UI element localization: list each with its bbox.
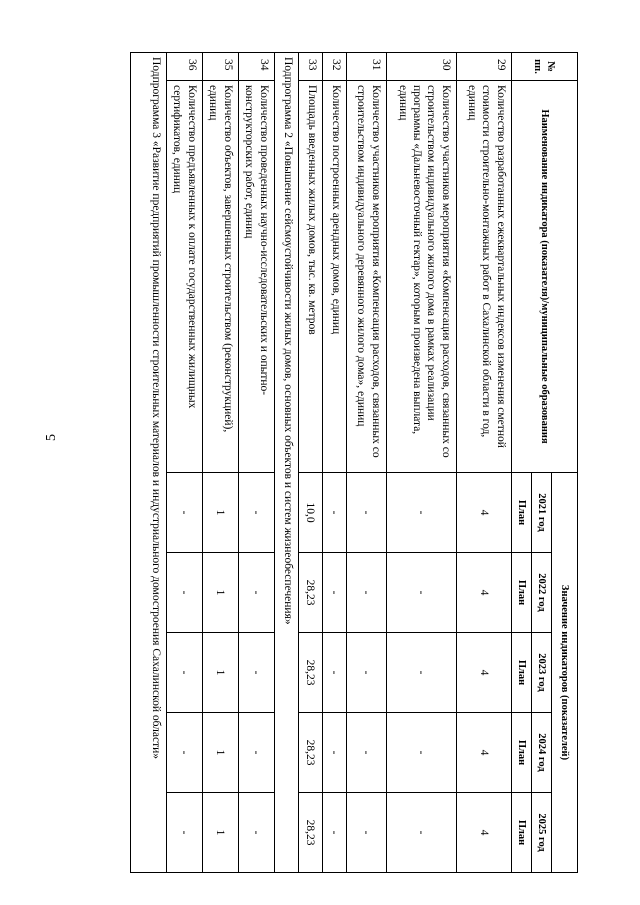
- row-value: -: [322, 473, 346, 553]
- row-number: 34: [238, 53, 274, 81]
- header-plan: План: [511, 633, 531, 713]
- header-name: Наименование индикатора (показателя)/муниципальные образования: [511, 81, 577, 473]
- header-plan: План: [511, 793, 531, 873]
- row-value: -: [386, 713, 456, 793]
- row-value: -: [238, 473, 274, 553]
- row-value: -: [346, 633, 386, 713]
- table-row: [202, 53, 238, 873]
- table-row: [166, 53, 202, 873]
- subprogram-row: [274, 53, 298, 873]
- header-plan: План: [511, 473, 531, 553]
- table-row: [386, 53, 456, 873]
- page-number: 5: [44, 434, 59, 441]
- table-row: [298, 53, 322, 873]
- header-year: 2022 год: [531, 553, 551, 633]
- row-value: 28,23: [298, 553, 322, 633]
- row-name: Количество участников мероприятия «Компенсация расходов, связанных со строительством индивидуального деревянного жилого дома», единиц: [346, 81, 386, 473]
- header-year: 2025 год: [531, 793, 551, 873]
- header-year: 2023 год: [531, 633, 551, 713]
- row-value: -: [238, 793, 274, 873]
- row-name: Количество объектов, завершенных строительством (реконструкцией), единиц: [202, 81, 238, 473]
- row-value: -: [386, 793, 456, 873]
- header-plan: План: [511, 553, 531, 633]
- subprogram-2-title: Подпрограмма 2 «Повышение сейсмоустойчивости жилых домов, основных объектов и систем жизнеобеспечения»: [274, 53, 298, 873]
- row-value: 28,23: [298, 793, 322, 873]
- row-number: 29: [456, 53, 511, 81]
- indicators-table-sheet: [148, 52, 578, 872]
- subprogram-row: [130, 53, 166, 873]
- row-value: -: [386, 633, 456, 713]
- table-row: [456, 53, 511, 873]
- row-name: Площадь введенных жилых домов, тыс. кв. метров: [298, 81, 322, 473]
- indicators-table: [130, 52, 578, 873]
- row-value: -: [238, 633, 274, 713]
- row-value: -: [346, 473, 386, 553]
- row-value: -: [322, 553, 346, 633]
- header-values-group: Значение индикаторов (показателей): [552, 473, 578, 873]
- row-value: 1: [202, 633, 238, 713]
- table-row: [238, 53, 274, 873]
- row-value: -: [322, 713, 346, 793]
- row-value: 28,23: [298, 633, 322, 713]
- row-value: -: [322, 633, 346, 713]
- row-value: -: [346, 713, 386, 793]
- row-value: 4: [456, 793, 511, 873]
- row-value: 4: [456, 633, 511, 713]
- row-number: 33: [298, 53, 322, 81]
- row-value: -: [166, 633, 202, 713]
- header-plan: План: [511, 713, 531, 793]
- row-name: Количество участников мероприятия «Компенсация расходов, связанных со строительством индивидуального жилого дома в рамках реализации программы «Дальневосточный гектар», которым произведена выплата, единиц: [386, 81, 456, 473]
- header-year: 2024 год: [531, 713, 551, 793]
- row-value: -: [166, 793, 202, 873]
- row-name: Количество проведенных научно-исследовательских и опытно-конструкторских работ, единиц: [238, 81, 274, 473]
- row-value: 1: [202, 553, 238, 633]
- row-value: -: [386, 553, 456, 633]
- row-value: 4: [456, 473, 511, 553]
- row-value: 1: [202, 713, 238, 793]
- row-value: -: [238, 713, 274, 793]
- row-value: 1: [202, 473, 238, 553]
- row-number: 35: [202, 53, 238, 81]
- row-value: -: [346, 793, 386, 873]
- row-number: 31: [346, 53, 386, 81]
- table-row: [322, 53, 346, 873]
- row-value: 1: [202, 793, 238, 873]
- row-number: 30: [386, 53, 456, 81]
- row-value: -: [386, 473, 456, 553]
- row-name: Количество разработанных ежеквартальных индексов изменения сметной стоимости строительно-монтажных работ в Сахалинской области в год, единиц: [456, 81, 511, 473]
- header-num: № пп.: [511, 53, 577, 81]
- row-value: -: [166, 473, 202, 553]
- row-value: 4: [456, 553, 511, 633]
- row-name: Количество построенных арендных домов, единиц: [322, 81, 346, 473]
- row-value: 10,0: [298, 473, 322, 553]
- row-name: Количество предъявленных к оплате государственных жилищных сертификатов, единиц: [166, 81, 202, 473]
- row-value: -: [322, 793, 346, 873]
- header-year: 2021 год: [531, 473, 551, 553]
- row-value: 28,23: [298, 713, 322, 793]
- row-value: -: [166, 553, 202, 633]
- row-value: -: [166, 713, 202, 793]
- row-value: -: [238, 553, 274, 633]
- row-number: 36: [166, 53, 202, 81]
- row-value: 4: [456, 713, 511, 793]
- subprogram-3-title: Подпрограмма 3 «Развитие предприятий промышленности строительных материалов и индустриального домостроения Сахалинской области»: [130, 53, 166, 873]
- row-value: -: [346, 553, 386, 633]
- row-number: 32: [322, 53, 346, 81]
- table-row: [346, 53, 386, 873]
